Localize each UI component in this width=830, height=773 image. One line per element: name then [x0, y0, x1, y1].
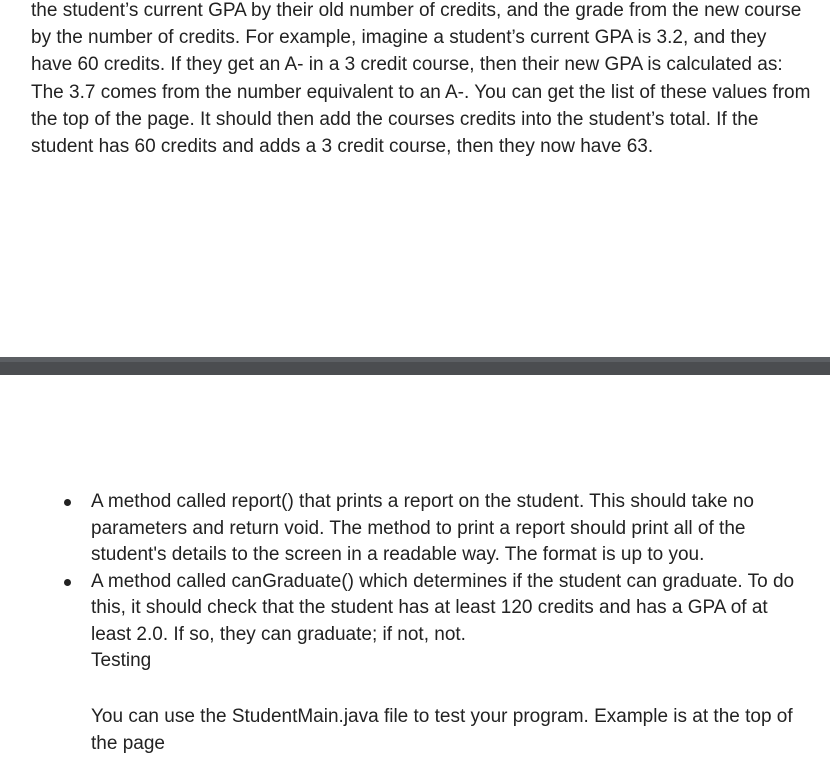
- bullet-dot-icon: [64, 579, 71, 586]
- page-break-divider: [0, 357, 830, 375]
- bullet-dot-icon: [64, 499, 71, 506]
- document-page-bottom: [0, 375, 830, 773]
- method-bullet-list: [0, 489, 830, 675]
- bullet-item-cangraduate-method: [0, 569, 830, 675]
- cangraduate-method-text: A method called canGraduate() which determines if the student can graduate. To do this, it should check that the student has at least 120 credits and has a GPA of at least 2.0. If so, they can graduate; if not, not.: [91, 570, 795, 645]
- testing-note-paragraph: You can use the StudentMain.java file to test your program. Example is at the top of the page: [91, 706, 793, 754]
- bullet-item-report-method: [0, 489, 830, 569]
- gpa-calculation-paragraph: the student’s current GPA by their old number of credits, and the grade from the new course by the number of credits. For example, imagine a student’s current GPA is 3.2, and they have 60 credits. If they get an A- in a 3 credit course, then their new GPA is calculated as: The 3.7 comes from the number equivalent to an A-. You can get the list of these values from the top of the page. It should then add the courses credits into the student’s total. If the student has 60 credits and adds a 3 credit course, then they now have 63.: [31, 0, 811, 158]
- report-method-text: A method called report() that prints a report on the student. This should take no parameters and return void. The method to print a report should print all of the student's details to the screen in a readable way. The format is up to you.: [91, 491, 754, 565]
- document-page-top: [0, 0, 830, 357]
- testing-heading: Testing: [91, 650, 152, 671]
